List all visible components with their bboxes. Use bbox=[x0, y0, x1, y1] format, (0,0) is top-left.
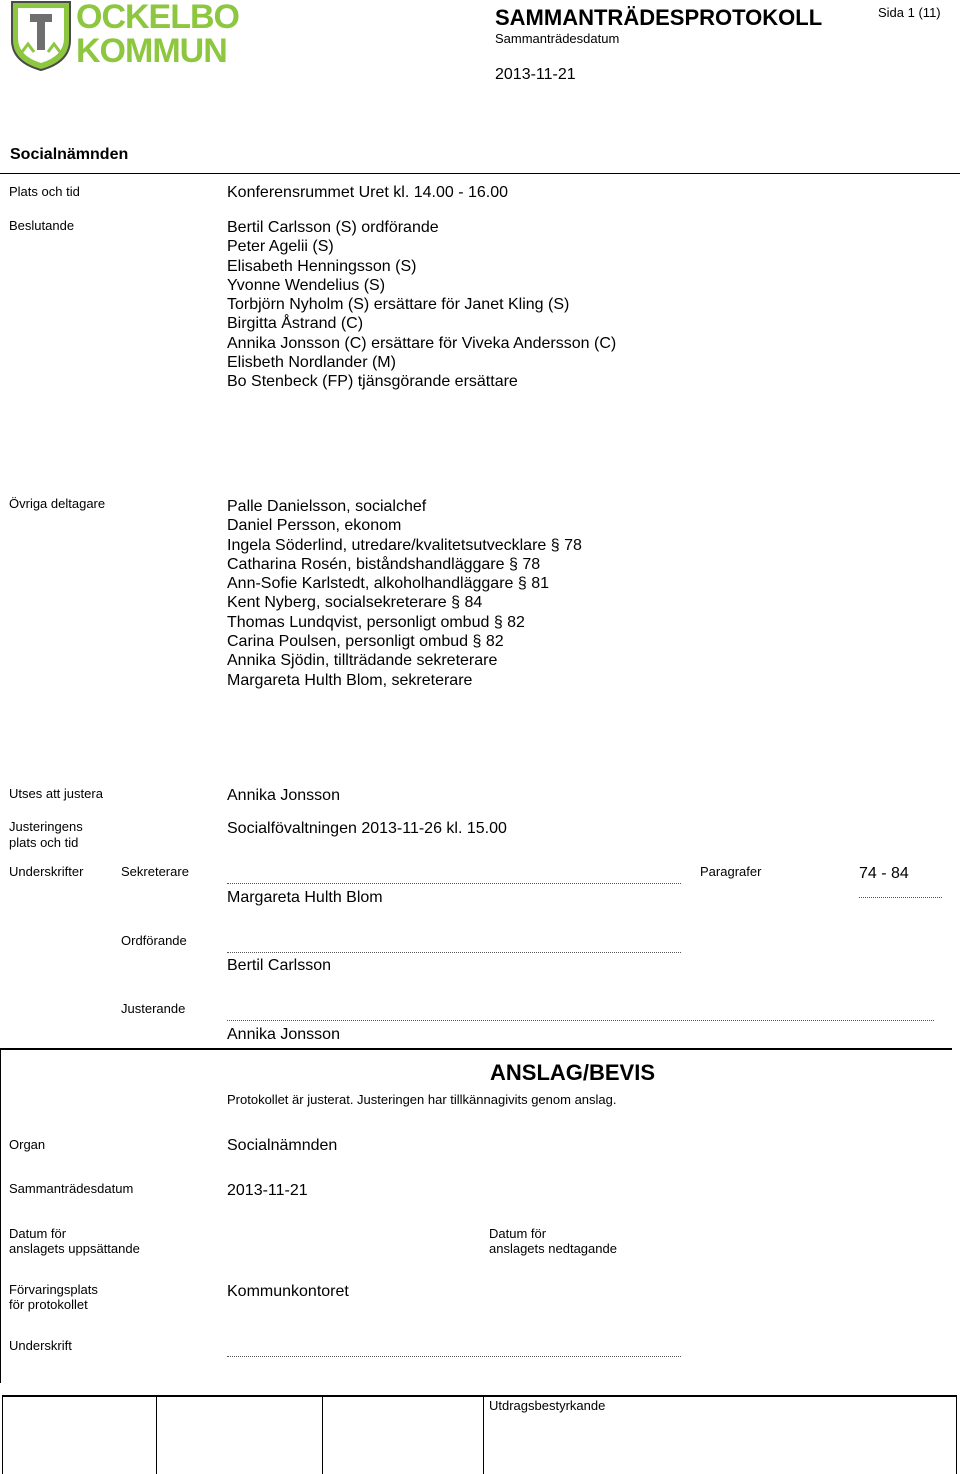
header-rule bbox=[0, 173, 960, 174]
list-item: Birgitta Åstrand (C) bbox=[227, 315, 364, 333]
footer-col-4 bbox=[483, 1395, 484, 1474]
paragraphs-label: Paragrafer bbox=[700, 864, 762, 879]
storage-label-1: Förvaringsplats bbox=[9, 1282, 98, 1297]
adjust-place-label-1: Justeringens bbox=[9, 819, 83, 834]
notice-signature-line bbox=[227, 1356, 681, 1357]
others-label: Övriga deltagare bbox=[9, 496, 106, 511]
deciding-label: Beslutande bbox=[9, 218, 75, 233]
notice-box-left bbox=[0, 1048, 1, 1383]
storage-value: Kommunkontoret bbox=[227, 1283, 349, 1300]
footer-col-5 bbox=[956, 1395, 957, 1474]
list-item: Carina Poulsen, personligt ombud § 82 bbox=[227, 633, 504, 651]
list-item: Peter Agelii (S) bbox=[227, 238, 334, 256]
footer-col-2 bbox=[156, 1395, 157, 1474]
list-item: Daniel Persson, ekonom bbox=[227, 517, 402, 535]
list-item: Torbjörn Nyholm (S) ersättare för Janet Kling (S) bbox=[227, 296, 570, 314]
removed-date-label-1: Datum för bbox=[489, 1226, 547, 1241]
list-item: Ann-Sofie Karlstedt, alkoholhandläggare § 81 bbox=[227, 575, 549, 593]
committee-name: Socialnämnden bbox=[10, 146, 129, 163]
notice-date-value: 2013-11-21 bbox=[227, 1182, 308, 1199]
list-item: Elisbeth Nordlander (M) bbox=[227, 354, 396, 372]
footer-rule bbox=[2, 1395, 957, 1397]
footer-col-3 bbox=[322, 1395, 323, 1474]
list-item: Annika Sjödin, tillträdande sekreterare bbox=[227, 652, 498, 670]
paragraphs-value: 74 - 84 bbox=[859, 865, 909, 882]
list-item: Thomas Lundqvist, personligt ombud § 82 bbox=[227, 613, 525, 631]
list-item: Bo Stenbeck (FP) tjänsgörande ersättare bbox=[227, 373, 518, 391]
logo-text-line1: OCKELBO bbox=[76, 0, 239, 36]
notice-text: Protokollet är justerat. Justeringen har tillkännagivits genom anslag. bbox=[227, 1092, 617, 1107]
place-time-value: Konferensrummet Uret kl. 14.00 - 16.00 bbox=[227, 184, 509, 201]
adjust-place-label-2: plats och tid bbox=[9, 835, 79, 850]
page-number: Sida 1 (11) bbox=[878, 5, 941, 20]
posted-date-label-1: Datum för bbox=[9, 1226, 67, 1241]
list-item: Annika Jonsson (C) ersättare för Viveka Andersson (C) bbox=[227, 334, 617, 352]
meeting-date: 2013-11-21 bbox=[495, 66, 576, 83]
notice-box-top bbox=[0, 1048, 952, 1050]
list-item: Margareta Hulth Blom, sekreterare bbox=[227, 671, 473, 689]
adjust-label: Utses att justera bbox=[9, 786, 103, 801]
adjuster-label: Justerande bbox=[121, 1001, 186, 1016]
list-item: Elisabeth Henningsson (S) bbox=[227, 257, 417, 275]
list-item: Bertil Carlsson (S) ordförande bbox=[227, 219, 439, 236]
adjuster-signature-line bbox=[227, 1020, 934, 1021]
document-title: SAMMANTRÄDESPROTOKOLL bbox=[495, 5, 823, 30]
signature-label: Underskrift bbox=[9, 1338, 72, 1353]
notice-date-label: Sammanträdesdatum bbox=[9, 1181, 134, 1196]
list-item: Catharina Rosén, biståndshandläggare § 78 bbox=[227, 555, 541, 573]
signatures-label: Underskrifter bbox=[9, 864, 84, 879]
list-item: Palle Danielsson, socialchef bbox=[227, 498, 427, 515]
place-time-label: Plats och tid bbox=[9, 184, 80, 199]
secretary-label: Sekreterare bbox=[121, 864, 189, 879]
adjust-place-value: Socialfövaltningen 2013-11-26 kl. 15.00 bbox=[227, 820, 507, 837]
footer-col-1 bbox=[2, 1395, 3, 1474]
paragraphs-line bbox=[859, 897, 942, 898]
adjuster-name: Annika Jonsson bbox=[227, 1026, 340, 1043]
removed-date-label-2: anslagets nedtagande bbox=[489, 1241, 617, 1256]
organ-label: Organ bbox=[9, 1137, 46, 1152]
list-item: Yvonne Wendelius (S) bbox=[227, 276, 386, 294]
posted-date-label-2: anslagets uppsättande bbox=[9, 1241, 140, 1256]
notice-title: ANSLAG/BEVIS bbox=[490, 1060, 656, 1085]
meeting-date-label: Sammanträdesdatum bbox=[495, 31, 620, 46]
others-list bbox=[227, 497, 582, 690]
chair-label: Ordförande bbox=[121, 933, 187, 948]
organ-value: Socialnämnden bbox=[227, 1137, 338, 1154]
municipality-logo bbox=[8, 0, 239, 72]
deciding-list bbox=[227, 218, 616, 392]
list-item: Ingela Söderlind, utredare/kvalitetsutvecklare § 78 bbox=[227, 536, 582, 554]
certifier-label: Utdragsbestyrkande bbox=[489, 1398, 606, 1413]
list-item: Kent Nyberg, socialsekreterare § 84 bbox=[227, 594, 483, 612]
secretary-name: Margareta Hulth Blom bbox=[227, 889, 383, 906]
logo-text-line2: KOMMUN bbox=[76, 32, 227, 70]
storage-label-2: för protokollet bbox=[9, 1297, 88, 1312]
adjust-value: Annika Jonsson bbox=[227, 787, 340, 804]
chair-name: Bertil Carlsson bbox=[227, 957, 332, 974]
chair-signature-line bbox=[227, 952, 681, 953]
secretary-signature-line bbox=[227, 883, 681, 884]
